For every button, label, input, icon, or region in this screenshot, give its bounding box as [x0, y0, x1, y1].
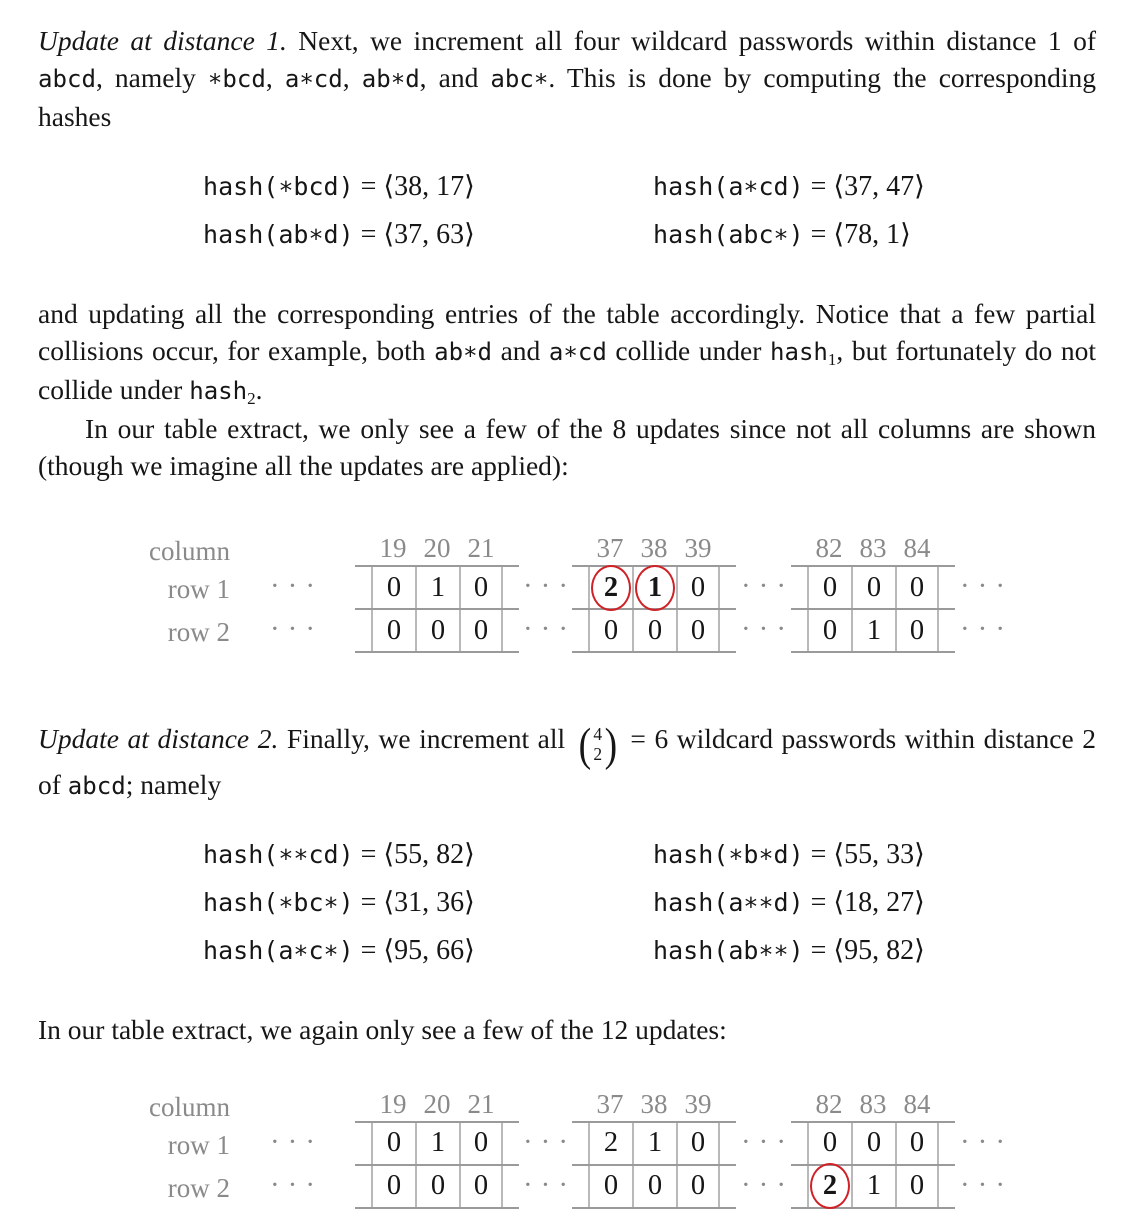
- angle-close: ⟩: [914, 934, 925, 966]
- binomial-top: 4: [593, 724, 603, 745]
- code-text: hash: [769, 338, 828, 366]
- code-text: a*cd: [548, 338, 607, 370]
- ellipsis-dots: ···: [523, 613, 576, 645]
- asterisk-wildcard: *: [563, 341, 578, 370]
- column-corner-label: column: [149, 1091, 230, 1122]
- column-header: 39: [684, 533, 712, 563]
- table-row: [572, 610, 736, 651]
- table-row: [572, 1166, 736, 1207]
- table-cell: 1: [632, 1123, 676, 1164]
- hash-equation: hash(a**d) = ⟨18, 27⟩: [653, 886, 925, 921]
- angle-close: ⟩: [464, 171, 475, 202]
- table-cell: 0: [588, 1166, 632, 1207]
- column-header-row: [572, 1090, 736, 1121]
- table-cell: 0: [632, 610, 676, 651]
- hash-equation: hash(a*cd) = ⟨37, 47⟩: [653, 171, 925, 205]
- ellipsis-column: [230, 534, 355, 651]
- tuple-value: ⟨38, 17⟩: [383, 171, 475, 202]
- column-corner-label: column: [149, 536, 230, 566]
- code-text: hash(*bc*): [203, 887, 354, 921]
- table-cell: 0: [415, 610, 459, 651]
- ellipsis-row: [736, 608, 794, 651]
- tuple-value: ⟨55, 82⟩: [383, 838, 475, 870]
- code-text: abc*: [490, 65, 549, 97]
- hash-equation: hash(*bcd) = ⟨38, 17⟩: [203, 171, 475, 205]
- horizontal-rule: [791, 651, 955, 653]
- cell-group: [355, 534, 519, 653]
- ellipsis-dots: ···: [270, 613, 323, 645]
- circled-table-cell: 2: [807, 1166, 851, 1207]
- equation-row: [38, 831, 1096, 879]
- column-header: 82: [815, 533, 843, 563]
- angle-open: ⟨: [833, 886, 845, 918]
- hash-equations-distance-2: [38, 831, 1096, 975]
- code-text: hash(ab*d): [203, 220, 354, 253]
- table-row: [791, 1123, 955, 1164]
- column-header: 19: [379, 533, 407, 563]
- ellipsis-dots: ···: [741, 1125, 794, 1158]
- ellipsis-dots: ···: [960, 613, 1013, 645]
- row-label: row 2: [167, 617, 230, 647]
- table-cell: 0: [895, 610, 939, 651]
- table-cell: 0: [588, 610, 632, 651]
- code-text: a*cd: [284, 65, 343, 97]
- asterisk-wildcard: *: [278, 175, 294, 205]
- table-row: [791, 567, 955, 608]
- hash-equation: hash(abc*) = ⟨78, 1⟩: [653, 219, 911, 253]
- asterisk-wildcard: *: [390, 68, 406, 97]
- paragraph-update-distance-1: Update at distance 1. Next, we increment all four wildcard passwords within distance 1 of abcd, namely *bcd, a*cd, ab*d, and abc*. This is done by computing the corresponding hashes: [38, 25, 1097, 132]
- table-cell: 1: [415, 1123, 459, 1164]
- asterisk-wildcard: *: [323, 891, 339, 921]
- ellipsis-row: [519, 608, 576, 651]
- circled-table-cell: 1: [632, 567, 676, 608]
- code-text: hash(a*cd): [653, 172, 804, 205]
- ellipsis-row: [519, 565, 576, 608]
- cell-group: [791, 534, 955, 653]
- table-cell: 0: [632, 1166, 676, 1207]
- column-header-row: [791, 1090, 955, 1121]
- table-cell: 1: [851, 1166, 895, 1207]
- angle-close: ⟩: [914, 886, 925, 918]
- paragraph-collisions: and updating all the corresponding entries of the table accordingly. Notice that a few partial collisions occur, for example, both ab*d and a*cd collide under hash$_1$, but fortunately do not collide under hash$_2$.: [38, 298, 1096, 408]
- column-header: 38: [640, 533, 668, 563]
- horizontal-rule: [355, 651, 519, 653]
- angle-close: ⟩: [464, 219, 475, 250]
- ellipsis-column: [955, 1090, 1013, 1207]
- tuple-value: ⟨31, 36⟩: [383, 886, 475, 918]
- ellipsis-row: [519, 1164, 576, 1207]
- code-text: hash(a*c*): [203, 935, 354, 969]
- table-row: [791, 1166, 955, 1207]
- binomial-coefficient: ( 4 2 ): [578, 718, 618, 771]
- code-text: hash(*b*d): [653, 839, 804, 873]
- equation-row: [38, 211, 1096, 259]
- code-text: abcd: [67, 771, 126, 800]
- ellipsis-header-spacer: [736, 1090, 791, 1121]
- table-cell: 0: [676, 610, 720, 651]
- asterisk-wildcard: *: [323, 939, 339, 969]
- angle-close: ⟩: [464, 934, 475, 966]
- asterisk-wildcard: *: [463, 341, 478, 370]
- italic-lead: Update at distance 2.: [38, 723, 279, 754]
- table-cell: 0: [459, 610, 503, 651]
- tuple-value: ⟨37, 63⟩: [383, 219, 475, 250]
- table-row: [355, 567, 519, 608]
- table-cell: 0: [459, 567, 503, 608]
- tuple-value: ⟨37, 47⟩: [833, 171, 925, 202]
- ellipsis-row: [230, 565, 355, 608]
- horizontal-rule: [572, 651, 736, 653]
- angle-close: ⟩: [914, 171, 925, 202]
- table-cell: 0: [851, 567, 895, 608]
- table-cell: 0: [371, 610, 415, 651]
- row-label: row 1: [167, 574, 230, 604]
- angle-open: ⟨: [833, 171, 845, 202]
- asterisk-wildcard: *: [758, 939, 774, 969]
- table-cell: 0: [676, 1166, 720, 1207]
- ellipsis-dots: ···: [960, 1168, 1013, 1201]
- table-row: [572, 567, 736, 608]
- table-row: [355, 1166, 519, 1207]
- asterisk-wildcard: *: [207, 68, 223, 97]
- ellipsis-dots: ···: [270, 570, 323, 602]
- hash-equation: hash(**cd) = ⟨55, 82⟩: [203, 838, 475, 873]
- row-label: row 1: [167, 1129, 230, 1160]
- angle-open: ⟨: [833, 934, 845, 966]
- table-cell: 0: [676, 1123, 720, 1164]
- column-header-row: [355, 1090, 519, 1121]
- table-cell: 0: [895, 1166, 939, 1207]
- table-cell: 0: [807, 1123, 851, 1164]
- horizontal-rule: [791, 1207, 955, 1209]
- angle-open: ⟨: [383, 171, 395, 202]
- table-row: [355, 1123, 519, 1164]
- ellipsis-row: [955, 1121, 1013, 1164]
- ellipsis-dots: ···: [270, 1125, 323, 1158]
- ellipsis-row: [230, 1164, 355, 1207]
- ellipsis-column: [519, 534, 576, 651]
- asterisk-wildcard: *: [278, 891, 294, 921]
- ellipsis-dots: ···: [960, 570, 1013, 602]
- binomial-bottom: 2: [593, 743, 603, 764]
- equation-row: [38, 163, 1096, 211]
- ellipsis-dots: ···: [741, 570, 794, 602]
- code-text: hash(abc*): [653, 220, 804, 253]
- tuple-value: ⟨55, 33⟩: [833, 838, 925, 870]
- angle-close: ⟩: [900, 219, 911, 250]
- angle-close: ⟩: [464, 886, 475, 918]
- asterisk-wildcard: *: [308, 223, 324, 253]
- table-cell: 0: [459, 1166, 503, 1207]
- paragraph-table-extract-2-intro: In our table extract, we again only see a few of the 12 updates:: [38, 1013, 727, 1045]
- asterisk-wildcard: *: [299, 68, 314, 97]
- code-text: ab*d: [361, 65, 420, 97]
- ellipsis-column: [955, 534, 1013, 651]
- column-header: 83: [859, 1088, 887, 1119]
- ellipsis-row: [736, 565, 794, 608]
- angle-close: ⟩: [464, 838, 475, 870]
- angle-open: ⟨: [383, 886, 395, 918]
- code-text: *bcd: [207, 65, 266, 97]
- code-text: ab*d: [434, 338, 493, 370]
- equation-row: [38, 927, 1096, 975]
- cell-group: [572, 1090, 736, 1209]
- table-cell: 0: [371, 567, 415, 608]
- ellipsis-header-spacer: [736, 534, 791, 565]
- code-text: hash(*bcd): [203, 172, 354, 205]
- ellipsis-dots: ···: [523, 1168, 576, 1201]
- asterisk-wildcard: *: [293, 939, 309, 969]
- table-cell: 0: [807, 610, 851, 651]
- column-header: 21: [467, 1088, 495, 1119]
- ellipsis-column: [519, 1090, 576, 1207]
- column-header: 21: [467, 533, 495, 563]
- table-cell: 0: [459, 1123, 503, 1164]
- table-cell: 1: [851, 610, 895, 651]
- cell-group: [791, 1090, 955, 1209]
- ellipsis-header-spacer: [955, 534, 1010, 565]
- row-label-column: [38, 1090, 230, 1210]
- asterisk-wildcard: *: [293, 843, 309, 873]
- table-cell: 0: [851, 1123, 895, 1164]
- hash-equation: hash(*b*d) = ⟨55, 33⟩: [653, 838, 925, 873]
- table-extract-2: [38, 1090, 1096, 1210]
- table-cell: 0: [895, 567, 939, 608]
- hash-equations-distance-1: [38, 163, 1096, 259]
- table-row: [791, 610, 955, 651]
- ellipsis-dots: ···: [270, 1168, 323, 1201]
- column-header: 37: [596, 1088, 624, 1119]
- subscript: 2: [247, 388, 256, 408]
- paragraph-table-extract-1-intro: In our table extract, we only see a few of the 8 updates since not all columns are shown (though we imagine all the updates are applied):: [38, 413, 1096, 481]
- angle-open: ⟨: [383, 219, 395, 250]
- asterisk-wildcard: *: [743, 891, 759, 921]
- ellipsis-row: [955, 1164, 1013, 1207]
- ellipsis-header-spacer: [230, 534, 355, 565]
- asterisk-wildcard: *: [533, 68, 549, 97]
- cell-group: [572, 534, 736, 653]
- ellipsis-row: [736, 1164, 794, 1207]
- ellipsis-dots: ···: [741, 613, 794, 645]
- hash-equation: hash(ab*d) = ⟨37, 63⟩: [203, 219, 475, 253]
- ellipsis-column: [736, 1090, 794, 1207]
- table-cell: 0: [371, 1166, 415, 1207]
- table-cell: 0: [676, 567, 720, 608]
- column-header: 20: [423, 1088, 451, 1119]
- asterisk-wildcard: *: [758, 843, 774, 873]
- column-header-row: [791, 534, 955, 565]
- cell-group: [355, 1090, 519, 1209]
- column-header: 39: [684, 1088, 712, 1119]
- table-extract-1: [38, 534, 1096, 654]
- ellipsis-row: [230, 608, 355, 651]
- ellipsis-row: [955, 565, 1013, 608]
- ellipsis-row: [230, 1121, 355, 1164]
- angle-open: ⟨: [383, 838, 395, 870]
- code-text: hash: [189, 377, 248, 405]
- angle-open: ⟨: [833, 219, 845, 250]
- hash-equation: hash(a*c*) = ⟨95, 66⟩: [203, 934, 475, 969]
- row-label-column: [38, 534, 230, 654]
- table-cell: 0: [415, 1166, 459, 1207]
- ellipsis-row: [519, 1121, 576, 1164]
- code-text: hash(a**d): [653, 887, 804, 921]
- binomial-stack: [593, 725, 602, 764]
- table-cell: 0: [895, 1123, 939, 1164]
- ellipsis-dots: ···: [741, 1168, 794, 1201]
- table-row: [572, 1123, 736, 1164]
- subscript: 1: [827, 349, 837, 369]
- ellipsis-dots: ···: [960, 1125, 1013, 1158]
- tuple-value: ⟨18, 27⟩: [833, 886, 925, 918]
- table-row: [355, 610, 519, 651]
- column-header-row: [572, 534, 736, 565]
- ellipsis-dots: ···: [523, 570, 576, 602]
- column-header: 38: [640, 1088, 668, 1119]
- ellipsis-column: [230, 1090, 355, 1207]
- ellipsis-header-spacer: [230, 1090, 355, 1121]
- ellipsis-header-spacer: [519, 534, 572, 565]
- table-cell: 1: [415, 567, 459, 608]
- tuple-value: ⟨95, 82⟩: [833, 934, 925, 966]
- code-text: abcd: [38, 65, 96, 93]
- hash-equation: hash(*bc*) = ⟨31, 36⟩: [203, 886, 475, 921]
- angle-open: ⟨: [833, 838, 845, 870]
- ellipsis-header-spacer: [955, 1090, 1010, 1121]
- tuple-value: ⟨95, 66⟩: [383, 934, 475, 966]
- table-cell: 2: [588, 1123, 632, 1164]
- equation-row: [38, 879, 1096, 927]
- angle-open: ⟨: [383, 934, 395, 966]
- asterisk-wildcard: *: [773, 939, 789, 969]
- row-label: row 2: [167, 1172, 230, 1203]
- code-text: hash(**cd): [203, 839, 354, 873]
- asterisk-wildcard: *: [728, 843, 744, 873]
- column-header: 84: [903, 1088, 931, 1119]
- ellipsis-dots: ···: [523, 1125, 576, 1158]
- angle-close: ⟩: [914, 838, 925, 870]
- tuple-value: ⟨78, 1⟩: [833, 219, 911, 250]
- paragraph-update-distance-2: Update at distance 2. Finally, we increment all ( 4 2 ) = 6 wildcard passwords within distance 2 of abcd; namely: [38, 718, 1096, 800]
- column-header: 19: [379, 1088, 407, 1119]
- column-header-row: [355, 534, 519, 565]
- asterisk-wildcard: *: [758, 891, 774, 921]
- ellipsis-row: [955, 608, 1013, 651]
- code-text: hash(ab**): [653, 935, 804, 969]
- column-header: 84: [903, 533, 931, 563]
- asterisk-wildcard: *: [278, 843, 294, 873]
- horizontal-rule: [572, 1207, 736, 1209]
- hash-equation: hash(ab**) = ⟨95, 82⟩: [653, 934, 925, 969]
- ellipsis-row: [736, 1121, 794, 1164]
- italic-lead: Update at distance 1.: [38, 25, 287, 56]
- column-header: 20: [423, 533, 451, 563]
- table-cell: 0: [371, 1123, 415, 1164]
- asterisk-wildcard: *: [773, 223, 789, 253]
- circled-table-cell: 2: [588, 567, 632, 608]
- table-cell: 0: [807, 567, 851, 608]
- column-header: 37: [596, 533, 624, 563]
- column-header: 83: [859, 533, 887, 563]
- column-header: 82: [815, 1088, 843, 1119]
- asterisk-wildcard: *: [743, 175, 759, 205]
- ellipsis-column: [736, 534, 794, 651]
- horizontal-rule: [355, 1207, 519, 1209]
- ellipsis-header-spacer: [519, 1090, 572, 1121]
